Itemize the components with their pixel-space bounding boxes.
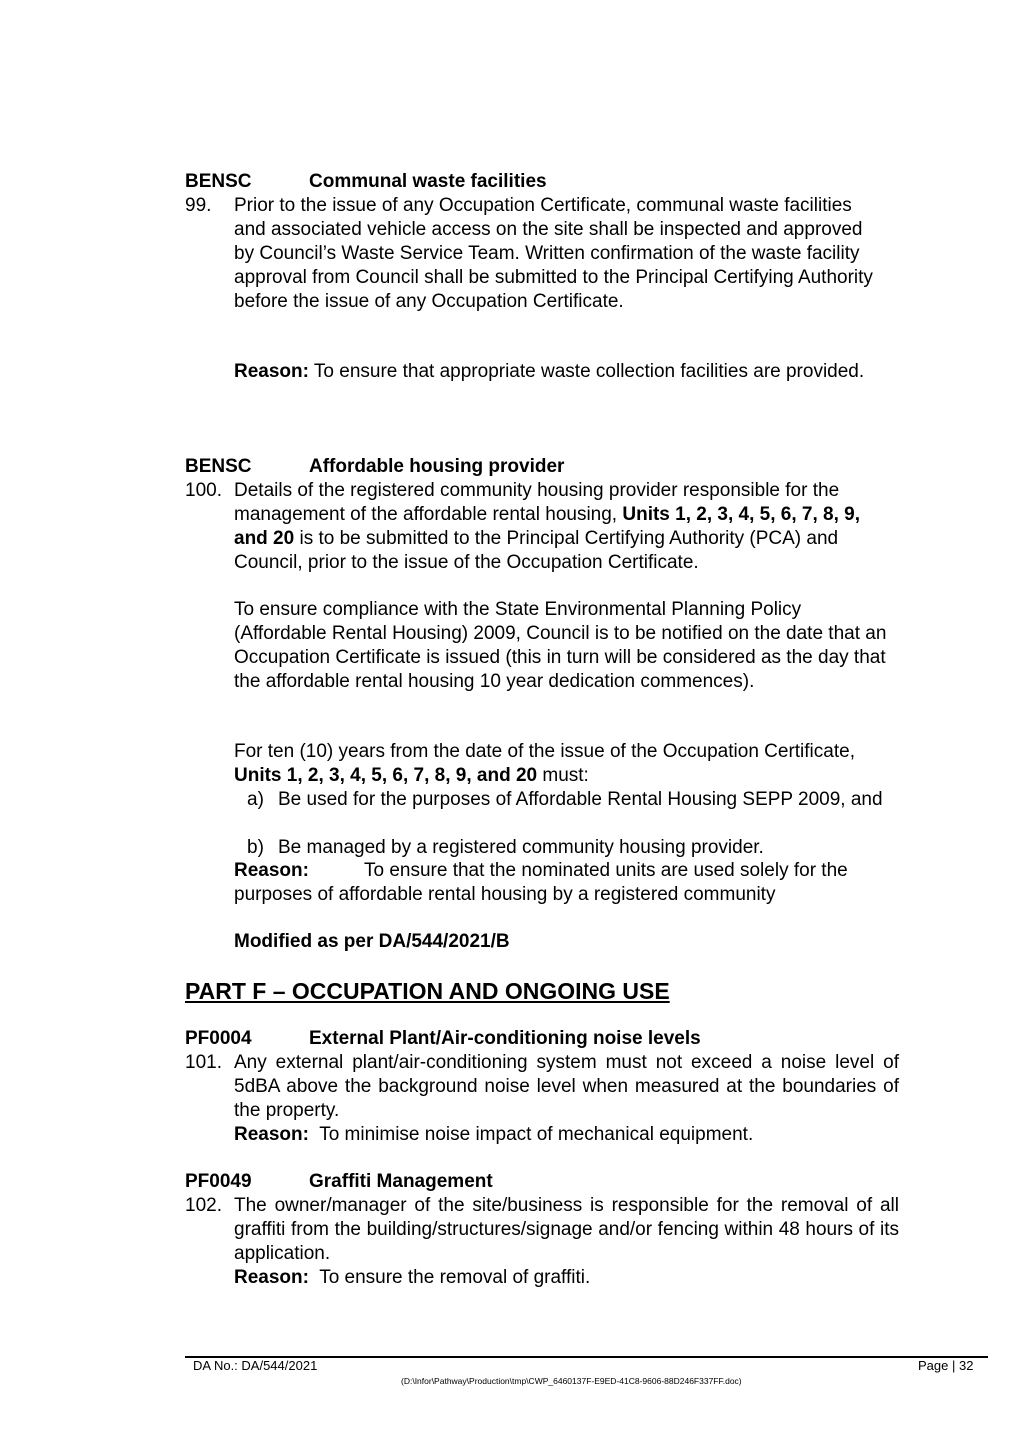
condition-title: Affordable housing provider	[309, 456, 565, 477]
condition-heading	[185, 170, 547, 194]
list-text: Be managed by a registered community housing provider.	[278, 837, 764, 858]
footer-da-number: DA No.: DA/544/2021	[193, 1358, 318, 1373]
condition-body: Prior to the issue of any Occupation Certificate, communal waste facilities and associated vehicle access on the site shall be inspected and approved by Council’s Waste Service Team. Written confirmation of the waste facility approval from Council shall be submitted to the Principal Certifying Authority before the issue of any Occupation Certificate.	[234, 195, 873, 312]
condition-number: 99.	[185, 195, 212, 216]
reason-label: Reason:	[234, 860, 309, 881]
reason-label: Reason:	[234, 361, 309, 382]
condition-code: PF0049	[185, 1171, 252, 1192]
reason-text: To ensure that the nominated units are used solely for the purposes of affordable rental housing by a registered community	[234, 860, 848, 905]
condition-heading	[185, 1170, 493, 1194]
modified-note: Modified as per DA/544/2021/B	[234, 931, 510, 952]
condition-reason	[234, 1123, 899, 1147]
units-list: Units 1, 2, 3, 4, 5, 6, 7, 8, 9, and 20	[234, 504, 860, 549]
condition-number: 102.	[185, 1195, 222, 1216]
condition-title: Communal waste facilities	[309, 171, 547, 192]
condition-heading	[185, 1027, 701, 1051]
condition-body: The owner/manager of the site/business is responsible for the removal of all graffiti from the building/structures/signage and/or fencing within 48 hours of its application.	[234, 1195, 899, 1264]
condition-body: Details of the registered community housing provider responsible for the management of the affordable rental housing, Units 1, 2, 3, 4, 5, 6, 7, 8, 9, and 20 is to be submitted to the Principal Certifying Authority (PCA) and Council, prior to the issue of the Occupation Certificate.	[234, 480, 860, 573]
reason-text: To ensure the removal of graffiti.	[319, 1267, 591, 1288]
units-list: Units 1, 2, 3, 4, 5, 6, 7, 8, 9, and 20	[234, 765, 538, 786]
reason-text: To ensure that appropriate waste collection facilities are provided.	[313, 361, 865, 382]
condition-title: External Plant/Air-conditioning noise levels	[309, 1028, 701, 1049]
condition-number: 101.	[185, 1052, 222, 1073]
condition-body: Any external plant/air-conditioning system must not exceed a noise level of 5dBA above the background noise level when measured at the boundaries of the property.	[234, 1052, 899, 1121]
condition-reason	[234, 1266, 899, 1290]
condition-number: 100.	[185, 480, 222, 501]
condition-title: Graffiti Management	[309, 1171, 493, 1192]
condition-code: PF0004	[185, 1028, 252, 1049]
list-text: Be used for the purposes of Affordable Rental Housing SEPP 2009, and	[278, 789, 883, 810]
list-marker: a)	[247, 789, 264, 810]
condition-code: BENSC	[185, 171, 252, 192]
condition-code: BENSC	[185, 456, 252, 477]
footer-file-path: (D:\Infor\Pathway\Production\tmp\CWP_6460137F-E9ED-41C8-9606-88D246F337FF.doc)	[401, 1376, 742, 1386]
condition-paragraph: For ten (10) years from the date of the issue of the Occupation Certificate, Units 1, 2, 3, 4, 5, 6, 7, 8, 9, and 20 must:	[234, 741, 855, 786]
reason-label: Reason:	[234, 1124, 309, 1145]
condition-reason	[234, 360, 874, 384]
condition-reason	[234, 859, 899, 907]
list-marker: b)	[247, 837, 264, 858]
condition-heading	[185, 455, 564, 479]
part-heading: PART F – OCCUPATION AND ONGOING USE	[185, 978, 670, 1004]
reason-text: To minimise noise impact of mechanical equipment.	[319, 1124, 754, 1145]
condition-paragraph: To ensure compliance with the State Environmental Planning Policy (Affordable Rental Housing) 2009, Council is to be notified on the date that an Occupation Certificate is issued (this in turn will be considered as the day that the affordable rental housing 10 year dedication commences).	[234, 599, 887, 692]
reason-label: Reason:	[234, 1267, 309, 1288]
footer-page-number: Page | 32	[918, 1358, 974, 1373]
